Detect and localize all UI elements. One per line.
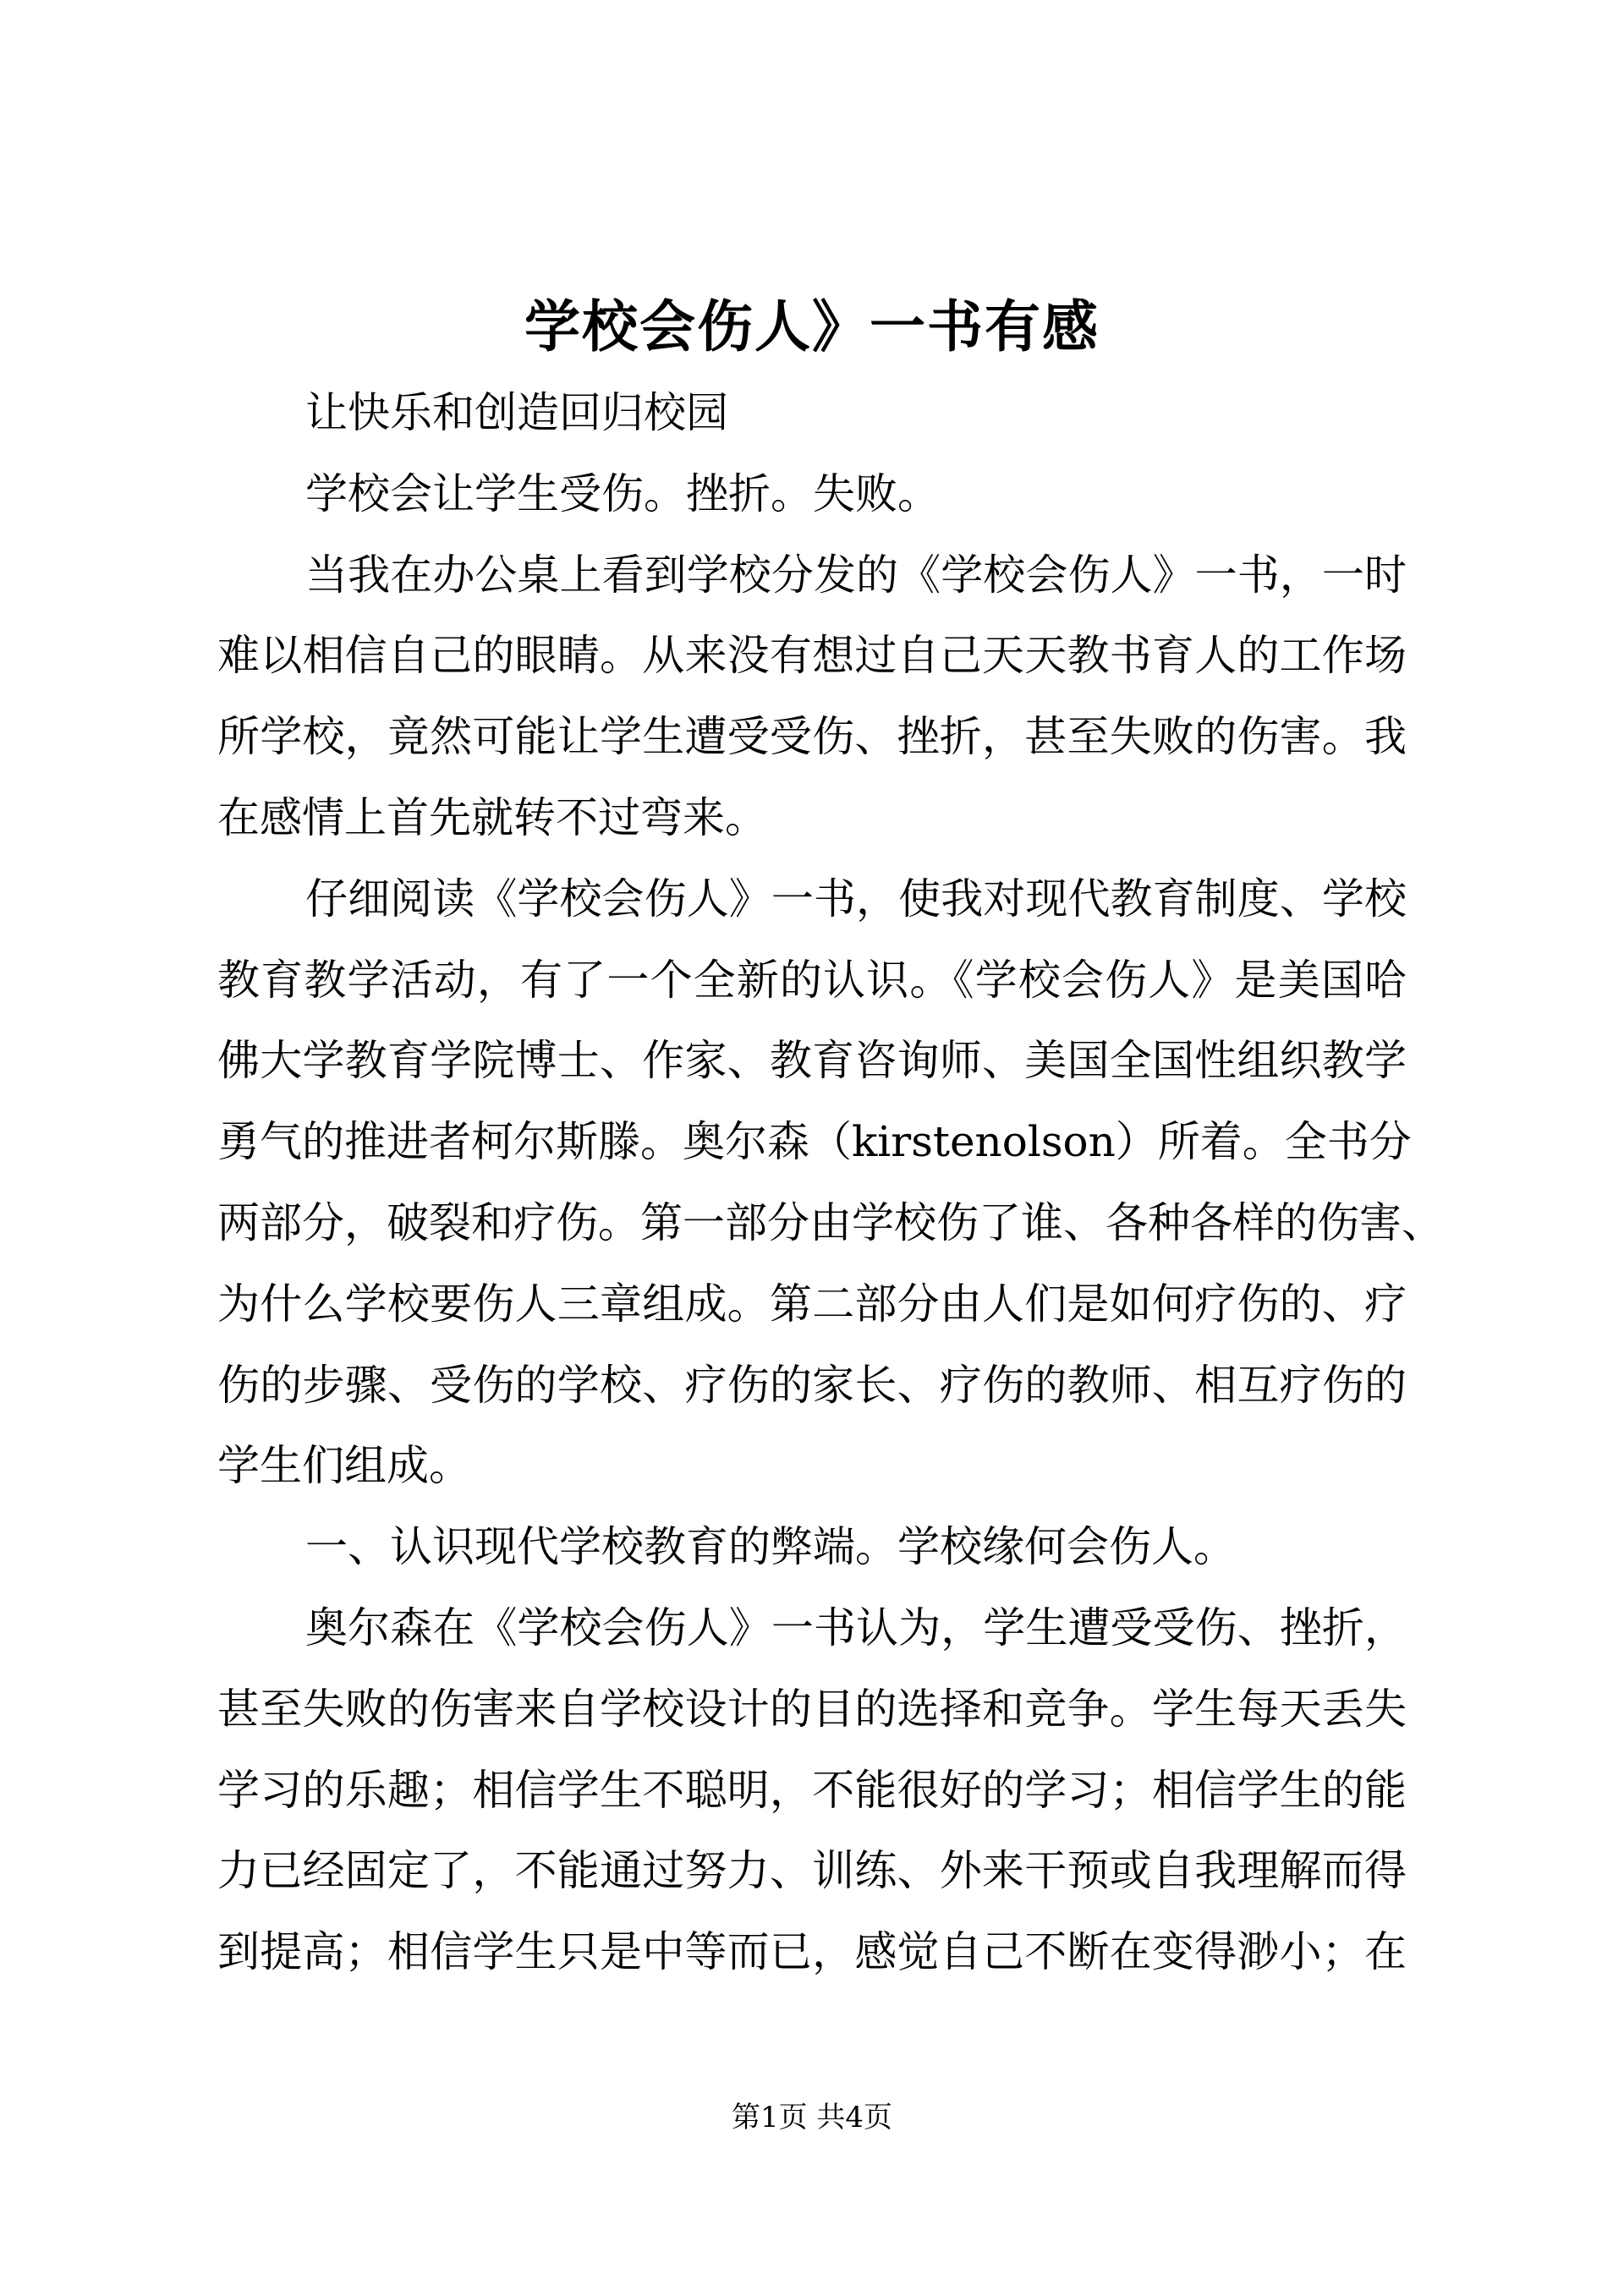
document-title: 学校会伤人》一书有感 xyxy=(524,293,1100,359)
text-line: 仔细阅读《学校会伤人》一书，使我对现代教育制度、学校 xyxy=(305,874,1407,923)
text-line: 为什么学校要伤人三章组成。第二部分由人们是如何疗伤的、疗 xyxy=(217,1279,1407,1329)
text-line: 学生们组成。 xyxy=(217,1441,471,1491)
text-line: 甚至失败的伤害来自学校设计的目的选择和竞争。学生每天丢失 xyxy=(217,1684,1407,1734)
text-line: 学校会让学生受伤。挫折。失败。 xyxy=(305,469,940,518)
text-line: 一、认识现代学校教育的弊端。学校缘何会伤人。 xyxy=(305,1522,1236,1572)
paragraph xyxy=(217,535,1407,859)
text-line: 勇气的推进者柯尔斯滕。奥尔森（kirstenolson）所着。全书分 xyxy=(217,1117,1412,1167)
text-line: 伤的步骤、受伤的学校、疗伤的家长、疗伤的教师、相互疗伤的 xyxy=(217,1360,1407,1410)
text-line: 到提高；相信学生只是中等而已，感觉自己不断在变得渺小；在 xyxy=(217,1927,1407,1977)
text-line: 力已经固定了，不能通过努力、训练、外来干预或自我理解而得 xyxy=(217,1846,1407,1896)
text-line: 难以相信自己的眼睛。从来没有想过自己天天教书育人的工作场 xyxy=(217,631,1407,681)
page-number-footer: 第1页 共4页 xyxy=(731,2101,893,2134)
text-line: 佛大学教育学院博士、作家、教育咨询师、美国全国性组织教学 xyxy=(217,1036,1407,1086)
text-line: 当我在办公桌上看到学校分发的《学校会伤人》一书，一时 xyxy=(305,550,1407,600)
text-line: 在感情上首先就转不过弯来。 xyxy=(217,792,767,842)
text-line: 两部分，破裂和疗伤。第一部分由学校伤了谁、各种各样的伤害、 xyxy=(217,1197,1444,1247)
paragraph xyxy=(217,454,1407,535)
document-body xyxy=(217,373,1444,1993)
paragraph xyxy=(217,859,1444,1507)
text-line: 奥尔森在《学校会伤人》一书认为，学生遭受受伤、挫折， xyxy=(305,1603,1407,1652)
paragraph xyxy=(217,373,1407,454)
paragraph xyxy=(217,1588,1407,1993)
text-line: 让快乐和创造回归校园 xyxy=(305,388,728,437)
text-line: 教育教学活动，有了一个全新的认识。《学校会伤人》是美国哈 xyxy=(217,955,1407,1005)
text-line: 学习的乐趣；相信学生不聪明，不能很好的学习；相信学生的能 xyxy=(217,1765,1407,1815)
text-line: 所学校，竟然可能让学生遭受受伤、挫折，甚至失败的伤害。我 xyxy=(217,712,1407,762)
paragraph xyxy=(217,1507,1407,1588)
